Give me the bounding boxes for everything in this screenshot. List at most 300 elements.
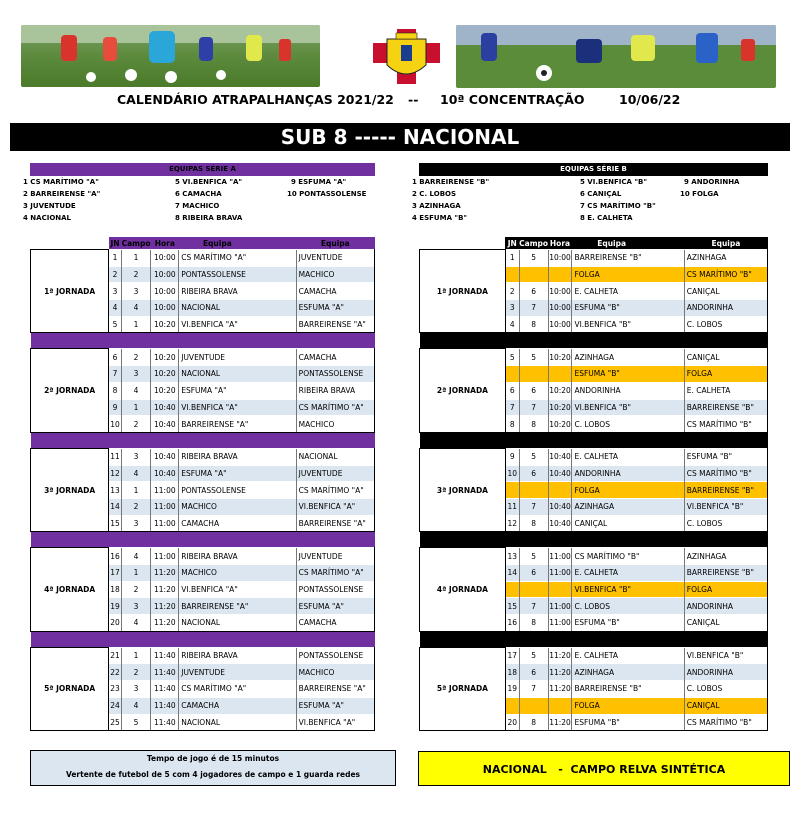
away-team: BARREIRENSE "B" bbox=[684, 565, 767, 582]
col-header-empty bbox=[31, 237, 109, 250]
game-number: 1 bbox=[109, 250, 121, 267]
away-team: CS MARÍTIMO "B" bbox=[684, 266, 767, 283]
jornada-separator-row bbox=[31, 432, 375, 448]
game-time: 11:40 bbox=[151, 714, 179, 731]
game-field: 5 bbox=[519, 548, 548, 565]
game-time: 10:40 bbox=[151, 416, 179, 433]
game-number: 11 bbox=[109, 448, 121, 465]
calendar-title: CALENDÁRIO ATRAPALHANÇAS 2021/22 bbox=[117, 92, 394, 107]
game-number: 6 bbox=[109, 349, 121, 366]
team-item: 4 ESFUMA "B" bbox=[412, 214, 468, 222]
away-team: JUVENTUDE bbox=[296, 465, 374, 482]
away-team: VI.BENFICA "B" bbox=[684, 498, 767, 515]
spacer bbox=[256, 714, 296, 731]
game-field: 5 bbox=[519, 349, 548, 366]
home-team: C. LOBOS bbox=[572, 598, 651, 615]
team-item: 6 CAMACHA bbox=[175, 190, 222, 198]
col-header-equipa: Equipa bbox=[179, 237, 256, 250]
game-time bbox=[548, 266, 572, 283]
table-header-row bbox=[420, 237, 768, 250]
game-time: 11:20 bbox=[151, 565, 179, 582]
game-field: 2 bbox=[121, 664, 151, 681]
table-row bbox=[420, 647, 768, 664]
game-number: 7 bbox=[109, 366, 121, 383]
spacer bbox=[256, 349, 296, 366]
away-team: BARREIRENSE "A" bbox=[296, 316, 374, 333]
team-item: 7 MACHICO bbox=[175, 202, 220, 210]
game-field: 6 bbox=[519, 465, 548, 482]
game-number: 15 bbox=[505, 598, 519, 615]
game-time: 11:00 bbox=[151, 482, 179, 499]
game-time: 10:20 bbox=[151, 316, 179, 333]
game-time: 10:00 bbox=[151, 250, 179, 267]
game-time: 10:00 bbox=[151, 283, 179, 300]
home-team: FOLGA bbox=[572, 697, 651, 714]
game-number: 5 bbox=[109, 316, 121, 333]
table-row bbox=[31, 349, 375, 366]
home-team: VI.BENFICA "B" bbox=[572, 316, 651, 333]
home-team: RIBEIRA BRAVA bbox=[179, 647, 256, 664]
game-field: 5 bbox=[519, 448, 548, 465]
serie-a-header: EQUIPAS SÉRIE A bbox=[30, 163, 375, 176]
spacer bbox=[651, 714, 684, 731]
game-time bbox=[548, 482, 572, 499]
game-field: 3 bbox=[121, 515, 151, 532]
game-number: 5 bbox=[505, 349, 519, 366]
game-time: 11:40 bbox=[151, 697, 179, 714]
game-number: 14 bbox=[109, 498, 121, 515]
away-team: ESFUMA "B" bbox=[684, 448, 767, 465]
game-field bbox=[519, 581, 548, 598]
away-team: CS MARÍTIMO "B" bbox=[684, 465, 767, 482]
game-field: 3 bbox=[121, 681, 151, 698]
home-team: MACHICO bbox=[179, 565, 256, 582]
game-field: 3 bbox=[121, 283, 151, 300]
team-item: 1 CS MARÍTIMO "A" bbox=[23, 178, 99, 186]
home-team: NACIONAL bbox=[179, 300, 256, 317]
home-team: VI.BENFICA "A" bbox=[179, 581, 256, 598]
table-row bbox=[420, 548, 768, 565]
game-number: 23 bbox=[109, 681, 121, 698]
col-header-campo: Campo bbox=[519, 238, 549, 248]
away-team: BARREIRENSE "A" bbox=[296, 515, 374, 532]
home-team: JUVENTUDE bbox=[179, 664, 256, 681]
game-field: 4 bbox=[121, 697, 151, 714]
venue-box bbox=[418, 751, 790, 786]
jornada-separator bbox=[420, 532, 768, 548]
spacer bbox=[651, 316, 684, 333]
game-number: 15 bbox=[109, 515, 121, 532]
col-header-empty bbox=[420, 237, 506, 250]
away-team: CAMACHA bbox=[296, 615, 374, 632]
jornada-separator-row bbox=[420, 532, 768, 548]
game-field: 6 bbox=[519, 283, 548, 300]
game-time: 11:40 bbox=[151, 664, 179, 681]
team-item: 9 ANDORINHA bbox=[684, 178, 740, 186]
away-team: C. LOBOS bbox=[684, 515, 767, 532]
away-team: PONTASSOLENSE bbox=[296, 647, 374, 664]
away-team: CANIÇAL bbox=[684, 697, 767, 714]
spacer bbox=[651, 498, 684, 515]
home-team: RIBEIRA BRAVA bbox=[179, 548, 256, 565]
game-field: 7 bbox=[519, 498, 548, 515]
team-item: 10 PONTASSOLENSE bbox=[287, 190, 367, 198]
game-field: 3 bbox=[121, 448, 151, 465]
game-number: 9 bbox=[109, 399, 121, 416]
game-time: 11:00 bbox=[548, 598, 572, 615]
table-row bbox=[31, 448, 375, 465]
game-time bbox=[548, 697, 572, 714]
spacer bbox=[256, 498, 296, 515]
jornada-label: 3ª JORNADA bbox=[31, 448, 109, 531]
concentration-date: 10/06/22 bbox=[619, 92, 681, 107]
jornada-separator bbox=[31, 532, 375, 548]
away-team: FOLGA bbox=[684, 366, 767, 383]
home-team: BARREIRENSE "B" bbox=[572, 250, 651, 267]
jornada-separator bbox=[420, 432, 768, 448]
spacer bbox=[256, 647, 296, 664]
away-team: CAMACHA bbox=[296, 283, 374, 300]
jornada-separator-row bbox=[420, 333, 768, 349]
away-team: ANDORINHA bbox=[684, 300, 767, 317]
home-team: ANDORINHA bbox=[572, 382, 651, 399]
home-team: PONTASSOLENSE bbox=[179, 482, 256, 499]
jornada-label: 1ª JORNADA bbox=[420, 250, 506, 333]
spacer bbox=[651, 581, 684, 598]
game-number: 17 bbox=[109, 565, 121, 582]
jornada-label: 4ª JORNADA bbox=[31, 548, 109, 631]
away-team: PONTASSOLENSE bbox=[296, 366, 374, 383]
home-team: BARREIRENSE "B" bbox=[572, 681, 651, 698]
game-time: 10:00 bbox=[548, 250, 572, 267]
game-time: 11:00 bbox=[548, 548, 572, 565]
game-time: 10:40 bbox=[548, 498, 572, 515]
home-team: BARREIRENSE "A" bbox=[179, 416, 256, 433]
away-team: BARREIRENSE "B" bbox=[684, 482, 767, 499]
table-row bbox=[31, 250, 375, 267]
game-field: 4 bbox=[121, 548, 151, 565]
game-time: 10:20 bbox=[548, 399, 572, 416]
game-time: 10:40 bbox=[151, 399, 179, 416]
game-field: 2 bbox=[121, 349, 151, 366]
game-time: 11:00 bbox=[151, 515, 179, 532]
away-team: JUVENTUDE bbox=[296, 548, 374, 565]
game-number bbox=[505, 366, 519, 383]
team-item: 8 RIBEIRA BRAVA bbox=[175, 214, 243, 222]
team-item: 2 C. LOBOS bbox=[412, 190, 457, 198]
spacer bbox=[256, 465, 296, 482]
game-time: 10:20 bbox=[548, 349, 572, 366]
team-item: 3 JUVENTUDE bbox=[23, 202, 76, 210]
home-team: ESFUMA "A" bbox=[179, 465, 256, 482]
away-team: ANDORINHA bbox=[684, 664, 767, 681]
home-team: FOLGA bbox=[572, 482, 651, 499]
game-number: 19 bbox=[109, 598, 121, 615]
game-time: 11:20 bbox=[151, 581, 179, 598]
away-team: JUVENTUDE bbox=[296, 250, 374, 267]
home-team: AZINHAGA bbox=[572, 498, 651, 515]
game-field: 4 bbox=[121, 382, 151, 399]
jornada-separator bbox=[420, 631, 768, 647]
game-number: 11 bbox=[505, 498, 519, 515]
game-time: 10:20 bbox=[151, 366, 179, 383]
col-header-empty bbox=[256, 237, 296, 250]
game-field: 1 bbox=[121, 482, 151, 499]
spacer bbox=[256, 316, 296, 333]
game-number: 2 bbox=[109, 266, 121, 283]
away-team: BARREIRENSE "B" bbox=[684, 399, 767, 416]
spacer bbox=[651, 465, 684, 482]
game-time: 10:00 bbox=[151, 300, 179, 317]
game-number: 9 bbox=[505, 448, 519, 465]
kids-football-photo-right bbox=[456, 25, 776, 88]
home-team: VI.BENFICA "B" bbox=[572, 399, 651, 416]
jornada-separator bbox=[31, 631, 375, 647]
game-field bbox=[519, 366, 548, 383]
game-field: 5 bbox=[519, 647, 548, 664]
spacer bbox=[256, 283, 296, 300]
home-team: AZINHAGA bbox=[572, 664, 651, 681]
game-time: 10:40 bbox=[548, 515, 572, 532]
spacer bbox=[256, 548, 296, 565]
spacer bbox=[256, 615, 296, 632]
game-number: 16 bbox=[505, 615, 519, 632]
home-team: CS MARÍTIMO "B" bbox=[572, 548, 651, 565]
game-time: 10:40 bbox=[151, 465, 179, 482]
game-number: 18 bbox=[109, 581, 121, 598]
away-team: AZINHAGA bbox=[684, 250, 767, 267]
game-field: 7 bbox=[519, 598, 548, 615]
away-team: CS MARÍTIMO "A" bbox=[296, 565, 374, 582]
jornada-label: 2ª JORNADA bbox=[31, 349, 109, 432]
spacer bbox=[651, 266, 684, 283]
jornada-separator-row bbox=[420, 631, 768, 647]
away-team: ANDORINHA bbox=[684, 598, 767, 615]
game-field bbox=[519, 697, 548, 714]
home-team: VI.BENFICA "B" bbox=[572, 581, 651, 598]
game-time: 10:40 bbox=[548, 465, 572, 482]
game-number: 3 bbox=[109, 283, 121, 300]
game-field: 7 bbox=[519, 300, 548, 317]
game-number: 7 bbox=[505, 399, 519, 416]
home-team: E. CALHETA bbox=[572, 448, 651, 465]
away-team: CANIÇAL bbox=[684, 615, 767, 632]
home-team: BARREIRENSE "A" bbox=[179, 598, 256, 615]
spacer bbox=[256, 250, 296, 267]
game-field: 1 bbox=[121, 565, 151, 582]
game-number bbox=[505, 581, 519, 598]
game-time: 11:20 bbox=[151, 615, 179, 632]
spacer bbox=[651, 515, 684, 532]
game-number: 8 bbox=[505, 416, 519, 433]
category-banner: SUB 8 ----- NACIONAL bbox=[10, 123, 790, 151]
rules-note-line1: Tempo de jogo é de 15 minutos bbox=[146, 754, 280, 763]
serie-b-header: EQUIPAS SÉRIE B bbox=[419, 163, 768, 176]
home-team: JUVENTUDE bbox=[179, 349, 256, 366]
game-time: 10:20 bbox=[151, 382, 179, 399]
game-field: 6 bbox=[519, 382, 548, 399]
away-team: ESFUMA "A" bbox=[296, 300, 374, 317]
spacer bbox=[256, 399, 296, 416]
away-team: ESFUMA "A" bbox=[296, 697, 374, 714]
away-team: CS MARÍTIMO "B" bbox=[684, 416, 767, 433]
game-number: 3 bbox=[505, 300, 519, 317]
away-team: PONTASSOLENSE bbox=[296, 581, 374, 598]
spacer bbox=[256, 697, 296, 714]
game-field: 2 bbox=[121, 416, 151, 433]
title-separator: -- bbox=[408, 92, 419, 107]
home-team: ANDORINHA bbox=[572, 465, 651, 482]
home-team: RIBEIRA BRAVA bbox=[179, 448, 256, 465]
away-team: FOLGA bbox=[684, 581, 767, 598]
home-team: NACIONAL bbox=[179, 366, 256, 383]
game-time bbox=[548, 366, 572, 383]
game-time: 10:20 bbox=[548, 382, 572, 399]
spacer bbox=[651, 664, 684, 681]
game-field: 2 bbox=[121, 581, 151, 598]
spacer bbox=[256, 448, 296, 465]
spacer bbox=[651, 349, 684, 366]
game-number: 10 bbox=[505, 465, 519, 482]
spacer bbox=[651, 382, 684, 399]
rules-note-box bbox=[30, 750, 396, 786]
jornada-label: 4ª JORNADA bbox=[420, 548, 506, 631]
away-team: CS MARÍTIMO "B" bbox=[684, 714, 767, 731]
col-header-empty bbox=[651, 237, 684, 250]
table-row bbox=[420, 448, 768, 465]
spacer bbox=[256, 664, 296, 681]
jornada-separator-row bbox=[31, 532, 375, 548]
spacer bbox=[651, 482, 684, 499]
game-number: 18 bbox=[505, 664, 519, 681]
jornada-label: 5ª JORNADA bbox=[31, 647, 109, 730]
home-team: E. CALHETA bbox=[572, 647, 651, 664]
game-time: 11:40 bbox=[151, 681, 179, 698]
home-team: CS MARÍTIMO "A" bbox=[179, 681, 256, 698]
away-team: CAMACHA bbox=[296, 349, 374, 366]
jornada-separator bbox=[31, 333, 375, 349]
game-number bbox=[505, 697, 519, 714]
game-field: 5 bbox=[519, 250, 548, 267]
spacer bbox=[651, 681, 684, 698]
home-team: ESFUMA "B" bbox=[572, 300, 651, 317]
game-field: 8 bbox=[519, 714, 548, 731]
spacer bbox=[651, 300, 684, 317]
game-field: 4 bbox=[121, 465, 151, 482]
team-item: 4 NACIONAL bbox=[23, 214, 72, 222]
team-item: 8 E. CALHETA bbox=[580, 214, 633, 222]
game-number: 2 bbox=[505, 283, 519, 300]
col-header-equipa: Equipa bbox=[296, 237, 374, 250]
home-team: FOLGA bbox=[572, 266, 651, 283]
team-item: 1 BARREIRENSE "B" bbox=[412, 178, 490, 186]
game-time: 11:20 bbox=[548, 714, 572, 731]
game-field: 5 bbox=[121, 714, 151, 731]
away-team: AZINHAGA bbox=[684, 548, 767, 565]
game-field: 1 bbox=[121, 316, 151, 333]
table-row bbox=[31, 647, 375, 664]
home-team: MACHICO bbox=[179, 498, 256, 515]
jornada-label: 5ª JORNADA bbox=[420, 647, 506, 730]
game-time: 11:00 bbox=[548, 565, 572, 582]
header-title-line bbox=[0, 92, 810, 110]
spacer bbox=[651, 416, 684, 433]
club-crest-logo bbox=[363, 25, 450, 88]
team-item: 5 VI.BENFICA "A" bbox=[175, 178, 243, 186]
home-team: CAMACHA bbox=[179, 697, 256, 714]
game-field: 7 bbox=[519, 399, 548, 416]
game-field: 8 bbox=[519, 416, 548, 433]
spacer bbox=[651, 598, 684, 615]
concentration-label: 10ª CONCENTRAÇÃO bbox=[440, 92, 585, 107]
jornada-label: 3ª JORNADA bbox=[420, 448, 506, 531]
game-field bbox=[519, 482, 548, 499]
spacer bbox=[256, 366, 296, 383]
game-field: 8 bbox=[519, 316, 548, 333]
jornada-separator bbox=[420, 333, 768, 349]
home-team: VI.BENFICA "A" bbox=[179, 316, 256, 333]
game-time: 10:40 bbox=[548, 448, 572, 465]
game-time: 10:00 bbox=[548, 300, 572, 317]
game-number: 21 bbox=[109, 647, 121, 664]
game-time: 10:20 bbox=[548, 416, 572, 433]
game-time: 11:20 bbox=[548, 681, 572, 698]
table-row bbox=[31, 548, 375, 565]
game-number: 25 bbox=[109, 714, 121, 731]
spacer bbox=[256, 581, 296, 598]
away-team: VI.BENFICA "B" bbox=[684, 647, 767, 664]
away-team: C. LOBOS bbox=[684, 316, 767, 333]
away-team: VI.BENFICA "A" bbox=[296, 498, 374, 515]
spacer bbox=[256, 300, 296, 317]
game-number: 4 bbox=[505, 316, 519, 333]
game-number: 20 bbox=[505, 714, 519, 731]
spacer bbox=[651, 565, 684, 582]
game-number: 13 bbox=[109, 482, 121, 499]
game-number: 12 bbox=[109, 465, 121, 482]
game-field: 7 bbox=[519, 681, 548, 698]
jornada-separator-row bbox=[31, 333, 375, 349]
home-team: AZINHAGA bbox=[572, 349, 651, 366]
spacer bbox=[651, 283, 684, 300]
home-team: CS MARÍTIMO "A" bbox=[179, 250, 256, 267]
game-field: 4 bbox=[121, 300, 151, 317]
spacer bbox=[256, 482, 296, 499]
game-time: 11:00 bbox=[151, 548, 179, 565]
spacer bbox=[256, 681, 296, 698]
game-field: 3 bbox=[121, 598, 151, 615]
spacer bbox=[256, 382, 296, 399]
away-team: VI.BENFICA "A" bbox=[296, 714, 374, 731]
game-field: 8 bbox=[519, 515, 548, 532]
table-row bbox=[420, 349, 768, 366]
game-field: 1 bbox=[121, 250, 151, 267]
team-item: 7 CS MARÍTIMO "B" bbox=[580, 202, 656, 210]
game-time: 10:40 bbox=[151, 448, 179, 465]
home-team: ESFUMA "A" bbox=[179, 382, 256, 399]
spacer bbox=[651, 548, 684, 565]
team-item: 3 AZINHAGA bbox=[412, 202, 461, 210]
game-field: 6 bbox=[519, 565, 548, 582]
home-team: E. CALHETA bbox=[572, 565, 651, 582]
jornada-separator-row bbox=[31, 631, 375, 647]
home-team: CANIÇAL bbox=[572, 515, 651, 532]
jornada-label: 2ª JORNADA bbox=[420, 349, 506, 432]
game-number bbox=[505, 482, 519, 499]
away-team: E. CALHETA bbox=[684, 382, 767, 399]
game-field: 8 bbox=[519, 615, 548, 632]
team-item: 5 VI.BENFICA "B" bbox=[580, 178, 647, 186]
